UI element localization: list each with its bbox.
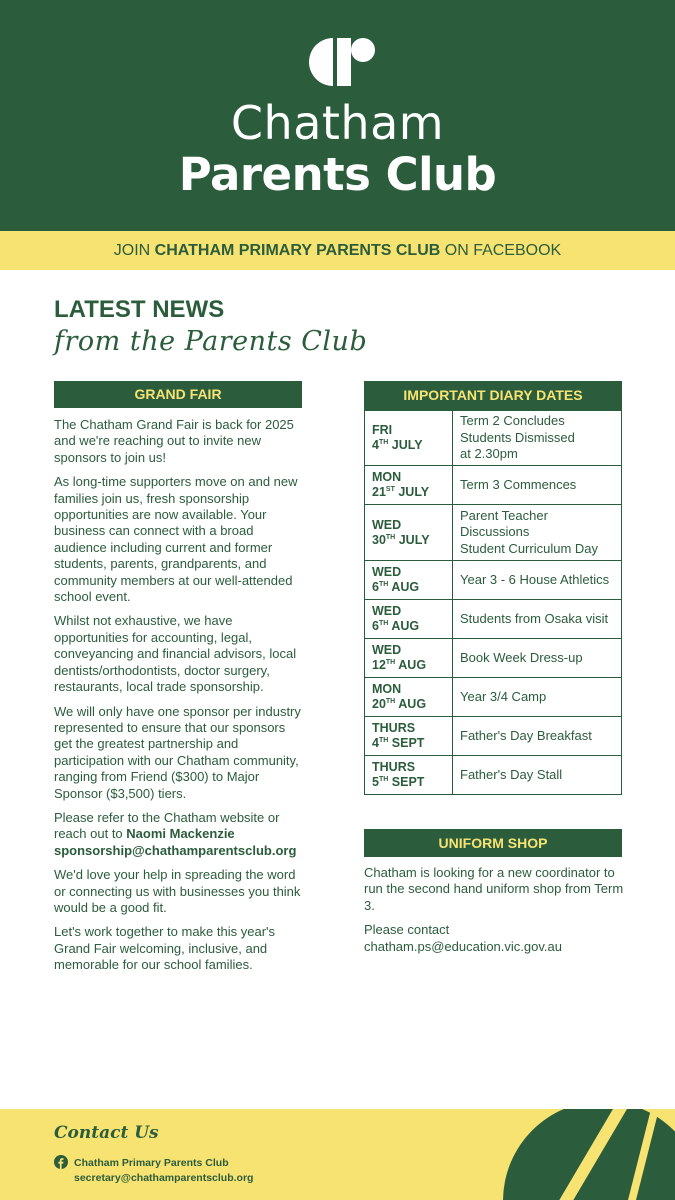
diary-month: AUG <box>391 619 420 633</box>
diary-date <box>365 505 453 561</box>
grand-fair-title: GRAND FAIR <box>54 381 302 408</box>
grand-fair-paragraph: Let's work together to make this year's Grand Fair welcoming, inclusive, and memorable for our school families. <box>54 924 276 973</box>
diary-event <box>453 561 622 600</box>
diary-month: JULY <box>398 485 430 499</box>
diary-event-line: Term 3 Commences <box>460 476 577 492</box>
facebook-banner-suffix: ON FACEBOOK <box>440 242 562 259</box>
grand-fair-body <box>54 417 304 982</box>
contact-intro-text: Please refer to the Chatham website or reach out to <box>54 809 280 842</box>
diary-ordinal-suffix: TH <box>385 533 396 541</box>
diary-event-line: Book Week Dress-up <box>460 649 583 665</box>
brand-name-line2: Parents Club <box>178 148 497 201</box>
diary-day-number: 4 <box>372 736 379 750</box>
diary-row <box>365 717 622 756</box>
diary-day: WED <box>372 604 402 618</box>
diary-event-line: Students from Osaka visit <box>460 610 609 626</box>
diary-date <box>365 756 453 795</box>
diary-event <box>453 466 622 505</box>
diary-month: JULY <box>398 532 430 547</box>
diary-day-number: 30 <box>372 532 386 547</box>
grand-fair-paragraph: The Chatham Grand Fair is back for 2025 and we're reaching out to invite new sponsors to join us! <box>54 417 294 465</box>
diary-event-line: Year 3/4 Camp <box>460 688 547 704</box>
diary-date <box>365 717 453 756</box>
diary-event <box>453 600 622 639</box>
diary-event-line: Father's Day Stall <box>460 766 563 782</box>
uniform-shop-contact <box>364 922 624 955</box>
latest-news-subheading: from the Parents Club <box>54 326 368 357</box>
diary-event-line: Student Curriculum Day <box>460 540 598 556</box>
diary-day-number: 6 <box>372 580 379 594</box>
grand-fair-paragraph: We will only have one sponsor per industry represented to ensure that our sponsors get the greatest partnership and participation with our Chatham community, ranging from Friend ($300) to Major Sponsor ($3,500) tiers. <box>54 703 301 801</box>
decorative-logo-graphic <box>495 1109 675 1200</box>
diary-event <box>453 639 622 678</box>
latest-news-heading: LATEST NEWS <box>54 296 225 323</box>
diary-date <box>365 411 453 466</box>
diary-day-number: 12 <box>372 658 386 672</box>
facebook-banner-group-name: CHATHAM PRIMARY PARENTS CLUB <box>154 242 441 259</box>
diary-row <box>365 600 622 639</box>
diary-month: JULY <box>391 438 423 452</box>
facebook-page-link[interactable]: Chatham Primary Parents Club <box>74 1157 229 1169</box>
diary-day: THURS <box>372 721 416 735</box>
uniform-contact-email-link[interactable]: chatham.ps@education.vic.gov.au <box>364 938 562 954</box>
diary-month: SEPT <box>391 736 425 750</box>
diary-day: WED <box>372 643 402 657</box>
diary-month: AUG <box>391 580 420 594</box>
diary-ordinal-suffix: TH <box>378 737 389 744</box>
diary-event-line: at 2.30pm <box>460 446 518 462</box>
diary-row <box>365 678 622 717</box>
facebook-banner-prefix: JOIN <box>113 242 155 259</box>
contact-us-heading: Contact Us <box>54 1123 159 1143</box>
diary-day-number: 6 <box>372 619 379 633</box>
diary-row <box>365 466 622 505</box>
header <box>0 0 675 231</box>
grand-fair-paragraph: Whilst not exhaustive, we have opportunities for accounting, legal, conveyancing and financial advisors, local dentists/orthodontists, doctor surgery, restaurants, local trade sponsorship. <box>54 613 297 695</box>
contact-person-name: Naomi Mackenzie <box>126 826 235 842</box>
diary-event-line: Year 3 - 6 House Athletics <box>460 571 610 587</box>
diary-ordinal-suffix: ST <box>385 486 395 493</box>
grand-fair-paragraph: We'd love your help in spreading the word or connecting us with businesses you think would be a good fit. <box>54 867 301 915</box>
diary-event-line: Students Dismissed <box>460 429 575 445</box>
diary-dates-title: IMPORTANT DIARY DATES <box>364 381 622 410</box>
diary-event-line: Discussions <box>460 524 530 540</box>
diary-row <box>365 411 622 466</box>
diary-ordinal-suffix: TH <box>385 659 396 666</box>
footer <box>0 1109 675 1200</box>
diary-day: THURS <box>372 760 416 774</box>
diary-event-line: Term 2 Concludes <box>460 413 565 429</box>
diary-row <box>365 505 622 561</box>
uniform-shop-body <box>364 865 624 963</box>
diary-event <box>453 717 622 756</box>
diary-event-line: Father's Day Breakfast <box>460 727 592 743</box>
secretary-email-link[interactable]: secretary@chathamparentsclub.org <box>74 1172 254 1184</box>
diary-event-line: Parent Teacher <box>460 507 548 523</box>
diary-date <box>365 678 453 717</box>
grand-fair-paragraph <box>54 810 304 859</box>
facebook-icon[interactable] <box>54 1155 68 1169</box>
diary-day: MON <box>372 470 402 484</box>
diary-day-number: 20 <box>372 697 386 711</box>
diary-ordinal-suffix: TH <box>385 698 396 705</box>
diary-event <box>453 678 622 717</box>
diary-row <box>365 561 622 600</box>
diary-row <box>365 639 622 678</box>
diary-event <box>453 756 622 795</box>
diary-date <box>365 639 453 678</box>
diary-date <box>365 600 453 639</box>
diary-event <box>453 411 622 466</box>
diary-dates-table <box>364 410 622 795</box>
diary-day: FRI <box>372 423 393 437</box>
diary-day: WED <box>372 517 402 532</box>
sponsorship-email-link[interactable]: sponsorship@chathamparentsclub.org <box>54 842 297 858</box>
diary-month: AUG <box>398 697 427 711</box>
uniform-contact-label: Please contact <box>364 922 450 938</box>
diary-day-number: 5 <box>372 775 379 789</box>
diary-day: MON <box>372 682 402 696</box>
uniform-shop-paragraph: Chatham is looking for a new coordinator to run the second hand uniform shop from Term 3. <box>364 865 624 913</box>
facebook-banner[interactable] <box>0 231 675 270</box>
diary-date <box>365 561 453 600</box>
diary-row <box>365 756 622 795</box>
diary-ordinal-suffix: TH <box>378 581 389 588</box>
diary-month: AUG <box>398 658 427 672</box>
diary-day: WED <box>372 565 402 579</box>
uniform-shop-title: UNIFORM SHOP <box>364 829 622 857</box>
diary-month: SEPT <box>391 775 425 789</box>
diary-ordinal-suffix: TH <box>378 776 389 783</box>
diary-event <box>453 505 622 561</box>
diary-ordinal-suffix: TH <box>378 620 389 627</box>
grand-fair-paragraph: As long-time supporters move on and new families join us, fresh sponsorship opportunities are now available. Your business can connect with a broad audience including current and former students, parents, grandparents, and community members at our well-attended school event. <box>54 474 298 605</box>
logo-icon <box>309 38 375 86</box>
diary-date <box>365 466 453 505</box>
diary-ordinal-suffix: TH <box>378 439 389 446</box>
brand-name-line1: Chatham <box>230 96 445 150</box>
diary-day-number: 4 <box>372 438 379 452</box>
diary-day-number: 21 <box>372 485 386 499</box>
